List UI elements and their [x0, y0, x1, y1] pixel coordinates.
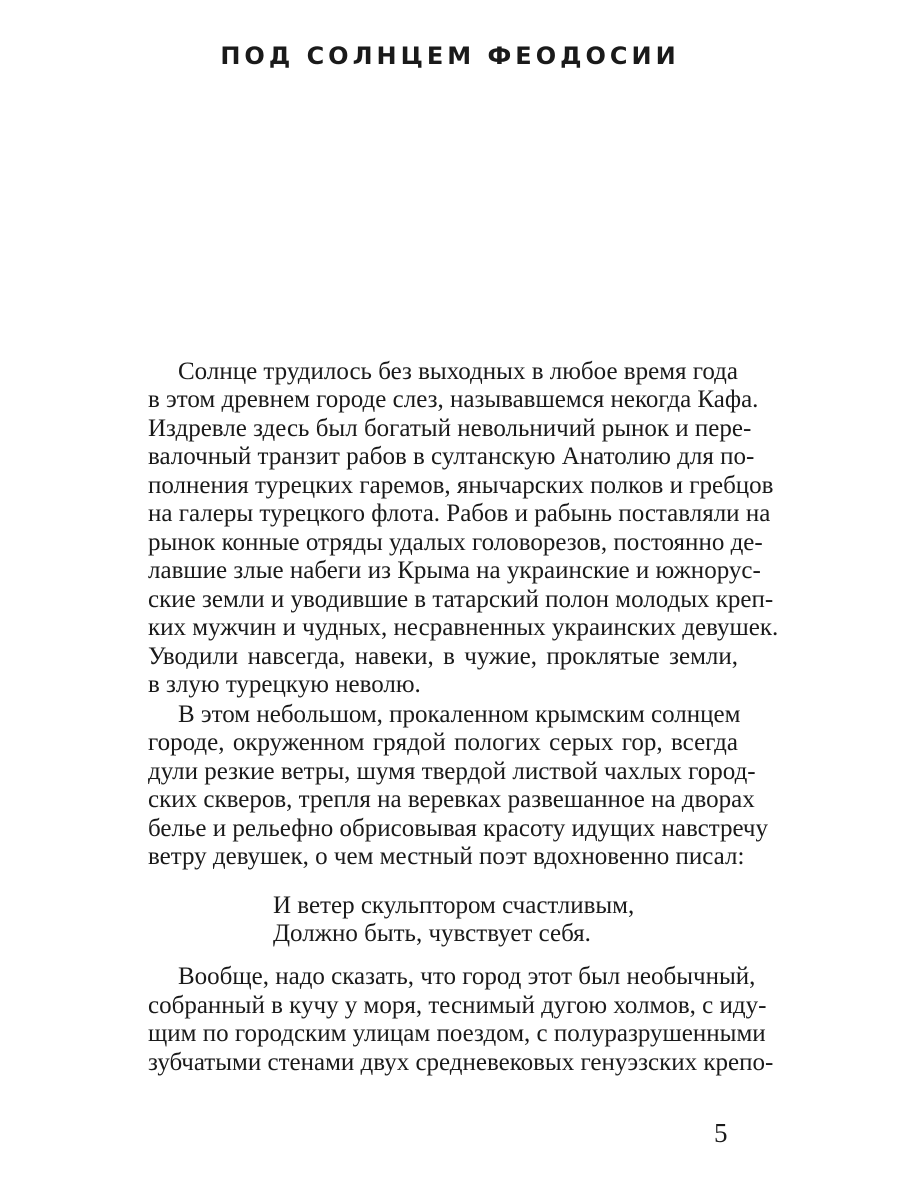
text-line: Солнце трудилось без выходных в любое время года — [178, 358, 738, 385]
page-number: 5 — [714, 1118, 728, 1148]
text-line: белье и рельефно обрисовывая красоту идущих навстречу — [148, 815, 768, 842]
text-line: в этом древнем городе слез, называвшемся некогда Кафа. — [148, 386, 759, 413]
text-line: валочный транзит рабов в султанскую Анатолию для по- — [148, 443, 755, 470]
text-line: Вообще, надо сказать, что город этот был необычный, — [178, 963, 756, 990]
text-line: рынок конные отряды удалых головорезов, постоянно де- — [148, 529, 763, 556]
text-line: В этом небольшом, прокаленном крымским солнцем — [178, 701, 741, 728]
text-line: в злую турецкую неволю. — [148, 671, 421, 698]
text-line: полнения турецких гаремов, янычарских полков и гребцов — [148, 472, 774, 499]
text-line: собранный в кучу у моря, теснимый дугою холмов, с иду- — [148, 992, 767, 1019]
text-line: ские земли и уводившие в татарский полон молодых креп- — [148, 586, 774, 613]
text-line: ских скверов, трепля на веревках развешанное на дворах — [148, 786, 755, 813]
text-line: городе, окруженном грядой пологих серых гор, всегда — [148, 729, 738, 756]
chapter-title: ПОД СОЛНЦЕМ ФЕОДОСИИ — [220, 42, 680, 70]
text-line: зубчатыми стенами двух средневековых генуэзских крепо- — [148, 1049, 774, 1076]
verse-line: И ветер скульптором счастливым, — [273, 892, 635, 919]
text-line: на галеры турецкого флота. Рабов и рабынь поставляли на — [148, 500, 771, 527]
text-line: ких мужчин и чудных, несравненных украинских девушек. — [148, 614, 779, 641]
text-line: Уводили навсегда, навеки, в чужие, проклятые земли, — [148, 643, 738, 670]
text-line: дули резкие ветры, шумя твердой листвой чахлых город- — [148, 758, 756, 785]
text-line: щим по городским улицам поездом, с полуразрушенными — [148, 1020, 766, 1047]
text-line: Издревле здесь был богатый невольничий рынок и пере- — [148, 415, 752, 442]
text-line: ветру девушек, о чем местный поэт вдохновенно писал: — [148, 843, 745, 870]
verse-line: Должно быть, чувствует себя. — [273, 920, 591, 947]
text-line: лавшие злые набеги из Крыма на украинские и южнорус- — [148, 557, 761, 584]
